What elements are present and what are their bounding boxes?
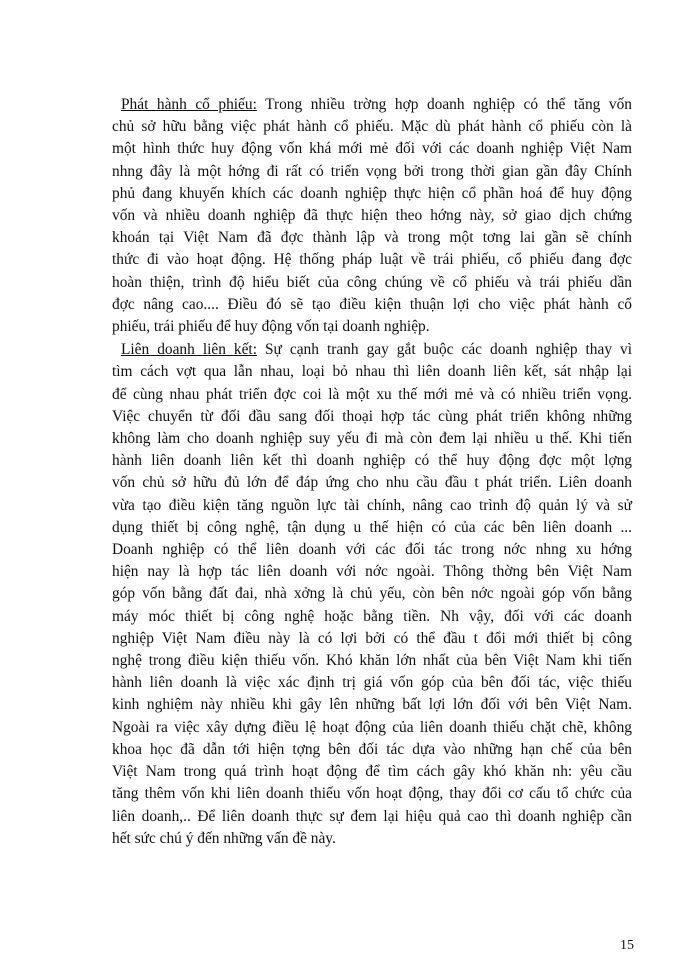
text-line: để cùng nhau phát triển đợc coi là một xu thế mới mẻ và có nhiều triển vọng. (112, 385, 632, 403)
text-line: chủ sở hữu bằng việc phát hành cổ phiếu. Mặc dù phát hành cổ phiếu còn là (112, 118, 632, 136)
text-line: kinh nghiệm này nhiều khi gây lên những bất lợi lớn đối với bên Việt Nam. (112, 696, 632, 714)
text-line: hành liên doanh liên kết thì doanh nghiệp có thể huy động đợc một lợng (112, 452, 632, 470)
text-line: vừa tạo điều kiện tăng nguồn lực tài chính, nâng cao trình độ quản lý và sử (112, 496, 632, 514)
text-line: Việt Nam trong quá trình hoạt động để tìm cách gây khó khăn nh: yêu cầu (112, 763, 632, 781)
section-title: Liên doanh liên kết: (121, 341, 257, 359)
text-line: nhng đây là một hớng đi rất có triển vọng bởi trong thời gian gần đây Chính (112, 162, 632, 180)
text-line: dụng thiết bị công nghệ, tận dụng u thế hiện có của các bên liên doanh ... (112, 518, 632, 536)
text-line: Liên doanh liên kết: Sự cạnh tranh gay gắt buộc các doanh nghiệp thay vì (121, 341, 632, 359)
paragraph-share-issuance (112, 94, 632, 338)
text-line: liên doanh,.. Để liên doanh thực sự đem lại hiệu quả cao thì doanh nghiệp cần (112, 807, 632, 825)
text-line: một hình thức huy động vốn khá mới mẻ đối với các doanh nghiệp Việt Nam (112, 140, 632, 158)
text-line: phiếu, trái phiếu để huy động vốn tại doanh nghiệp. (112, 318, 430, 336)
text-line: thức đi vào hoạt động. Hệ thống pháp luật về trái phiếu, cổ phiếu đang đợc (112, 251, 632, 269)
text-line: tìm cách vợt qua lẫn nhau, loại bỏ nhau thì liên doanh liên kết, sát nhập lại (112, 363, 632, 381)
text-line: không làm cho doanh nghiệp suy yếu đi mà còn đem lại nhiều u thế. Khi tiến (112, 430, 632, 448)
text-line: máy móc thiết bị công nghệ hoặc bằng tiền. Nh vậy, đối với các doanh (112, 607, 632, 625)
text-line: khoa học đã dẫn tới hiện tợng bên đối tác dựa vào những hạn chế của bên (112, 740, 632, 758)
text-line: đợc nâng cao.... Điều đó sẽ tạo điều kiện thuận lợi cho việc phát hành cổ (112, 295, 632, 313)
text-line: hoàn thiện, trình độ hiểu biết của công chúng về cổ phiếu và trái phiếu dần (112, 273, 632, 291)
section-title: Phát hành cổ phiếu: (121, 96, 257, 113)
paragraph-joint-venture (112, 339, 632, 850)
text-line: nghiệp Việt Nam điều này là có lợi bởi có thể đầu t đổi mới thiết bị công (112, 629, 632, 647)
text-line: Doanh nghiệp có thể liên doanh với các đối tác trong nớc nhng xu hớng (112, 541, 632, 559)
text-line: góp vốn bằng đất đai, nhà xởng là chủ yếu, còn bên nớc ngoài góp vốn bằng (112, 585, 632, 603)
page-number: 15 (620, 938, 634, 953)
text-line: khoán tại Việt Nam đã đợc thành lập và trong một tơng lai gần sẽ chính (112, 229, 632, 247)
text-line: Ngoài ra việc xây dựng điều lệ hoạt động của liên doanh thiếu chặt chẽ, không (112, 718, 632, 736)
text-line: tăng thêm vốn khi liên doanh thiếu vốn hoạt động, thay đổi cơ cấu tổ chức của (112, 785, 632, 803)
text-line: hiện nay là hợp tác liên doanh với nớc ngoài. Thông thờng bên Việt Nam (112, 563, 632, 581)
text-line: vốn chủ sở hữu đủ lớn để đáp ứng cho nhu cầu đầu t phát triển. Liên doanh (112, 474, 632, 492)
text-line: phủ đang khuyến khích các doanh nghiệp thực hiện cổ phần hoá để huy động (112, 184, 632, 202)
document-body (112, 94, 632, 851)
text-line: vốn và nhiều doanh nghiệp đã thực hiện theo hớng này, sở giao dịch chứng (112, 207, 632, 225)
text-line: nghệ trong điều kiện thiếu vốn. Khó khăn lớn nhất của bên Việt Nam khi tiến (112, 652, 632, 670)
text-line: Việc chuyển từ đối đầu sang đối thoại hợp tác cùng phát triển không những (112, 407, 632, 425)
text-line: hết sức chú ý đến những vấn đề này. (112, 829, 336, 847)
text-line: Phát hành cổ phiếu: Trong nhiều trờng hợp doanh nghiệp có thể tăng vốn (121, 96, 632, 113)
text-line: hành liên doanh là việc xác định trị giá vốn góp của bên đối tác, việc thiếu (112, 674, 632, 692)
